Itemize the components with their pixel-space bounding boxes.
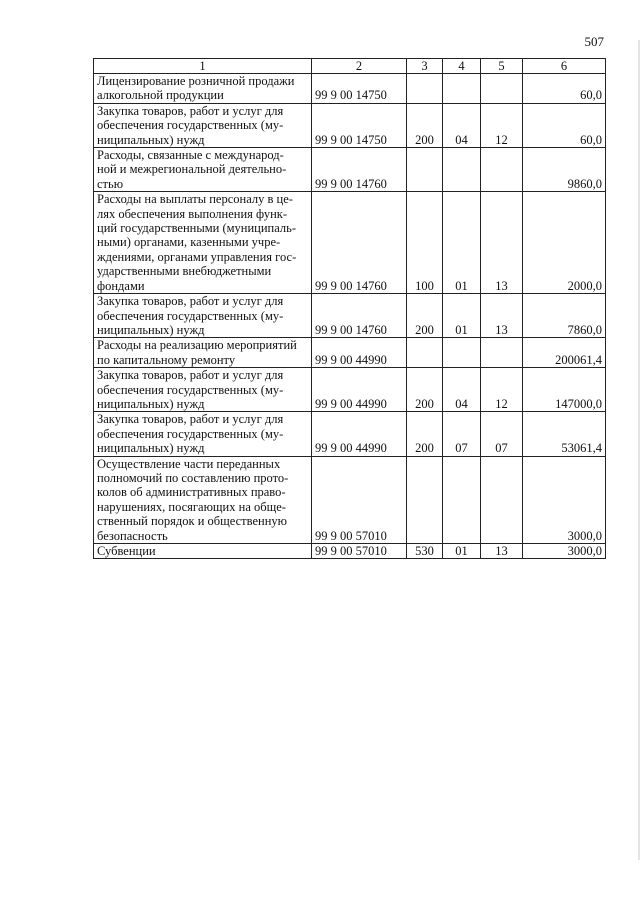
table-body: [94, 74, 606, 559]
cell-name: Субвенции: [94, 544, 312, 559]
cell-amount: 3000,0: [523, 544, 606, 559]
header-col-2: 2: [312, 59, 407, 74]
cell-target-code: 99 9 00 57010: [312, 456, 407, 543]
cell-name: Расходы, связанные с международ- ной и межрегиональной деятельно- стью: [94, 148, 312, 192]
cell-amount: 200061,4: [523, 338, 606, 368]
cell-target-code: 99 9 00 14750: [312, 103, 407, 147]
cell-expense-type: [407, 148, 443, 192]
cell-subsection: 13: [481, 192, 523, 294]
cell-amount: 147000,0: [523, 368, 606, 412]
cell-subsection: [481, 456, 523, 543]
cell-subsection: [481, 74, 523, 104]
cell-section: [443, 74, 481, 104]
header-col-3: 3: [407, 59, 443, 74]
cell-amount: 60,0: [523, 103, 606, 147]
cell-name: Расходы на реализацию мероприятий по капитальному ремонту: [94, 338, 312, 368]
cell-section: [443, 456, 481, 543]
cell-section: 04: [443, 103, 481, 147]
cell-expense-type: 200: [407, 412, 443, 456]
cell-subsection: 12: [481, 103, 523, 147]
page-number: 507: [584, 34, 604, 49]
table-row: [94, 148, 606, 192]
cell-subsection: 12: [481, 368, 523, 412]
header-col-5: 5: [481, 59, 523, 74]
cell-expense-type: 200: [407, 294, 443, 338]
cell-target-code: 99 9 00 14760: [312, 192, 407, 294]
cell-section: 04: [443, 368, 481, 412]
header-col-4: 4: [443, 59, 481, 74]
table-row: [94, 103, 606, 147]
table-row: [94, 338, 606, 368]
cell-amount: 9860,0: [523, 148, 606, 192]
cell-amount: 53061,4: [523, 412, 606, 456]
cell-expense-type: 100: [407, 192, 443, 294]
cell-subsection: [481, 338, 523, 368]
table-row: [94, 74, 606, 104]
cell-amount: 3000,0: [523, 456, 606, 543]
table-row: [94, 456, 606, 543]
cell-target-code: 99 9 00 14760: [312, 148, 407, 192]
cell-subsection: 13: [481, 294, 523, 338]
cell-name: Закупка товаров, работ и услуг для обеспечения государственных (му- ниципальных) нужд: [94, 368, 312, 412]
cell-expense-type: 200: [407, 103, 443, 147]
cell-amount: 2000,0: [523, 192, 606, 294]
cell-section: 01: [443, 294, 481, 338]
table-row: [94, 544, 606, 559]
cell-target-code: 99 9 00 14750: [312, 74, 407, 104]
cell-section: 01: [443, 192, 481, 294]
table-row: [94, 412, 606, 456]
cell-name: Расходы на выплаты персоналу в це- лях обеспечения выполнения функ- ций государственными (муниципаль- ными) органами, казенными учре- ждениями, органами управления гос- ударственными внебюджетными фондами: [94, 192, 312, 294]
cell-target-code: 99 9 00 44990: [312, 412, 407, 456]
table-header: [94, 59, 606, 74]
cell-target-code: 99 9 00 44990: [312, 338, 407, 368]
table-row: [94, 368, 606, 412]
budget-table: [93, 58, 606, 559]
cell-name: Закупка товаров, работ и услуг для обеспечения государственных (му- ниципальных) нужд: [94, 412, 312, 456]
cell-target-code: 99 9 00 44990: [312, 368, 407, 412]
cell-expense-type: [407, 456, 443, 543]
table-row: [94, 192, 606, 294]
cell-name: Лицензирование розничной продажи алкогольной продукции: [94, 74, 312, 104]
cell-name: Закупка товаров, работ и услуг для обеспечения государственных (му- ниципальных) нужд: [94, 294, 312, 338]
cell-subsection: 07: [481, 412, 523, 456]
header-col-1: 1: [94, 59, 312, 74]
cell-amount: 7860,0: [523, 294, 606, 338]
cell-expense-type: 530: [407, 544, 443, 559]
cell-name: Закупка товаров, работ и услуг для обеспечения государственных (му- ниципальных) нужд: [94, 103, 312, 147]
cell-section: 07: [443, 412, 481, 456]
cell-amount: 60,0: [523, 74, 606, 104]
cell-target-code: 99 9 00 57010: [312, 544, 407, 559]
cell-section: [443, 338, 481, 368]
cell-expense-type: 200: [407, 368, 443, 412]
cell-expense-type: [407, 74, 443, 104]
cell-section: [443, 148, 481, 192]
header-col-6: 6: [523, 59, 606, 74]
cell-subsection: [481, 148, 523, 192]
header-row: [94, 59, 606, 74]
cell-target-code: 99 9 00 14760: [312, 294, 407, 338]
cell-name: Осуществление части переданных полномочий по составлению прото- колов об административных право- нарушениях, посягающих на обще- ственный порядок и общественную безопасность: [94, 456, 312, 543]
cell-subsection: 13: [481, 544, 523, 559]
table-row: [94, 294, 606, 338]
cell-expense-type: [407, 338, 443, 368]
cell-section: 01: [443, 544, 481, 559]
